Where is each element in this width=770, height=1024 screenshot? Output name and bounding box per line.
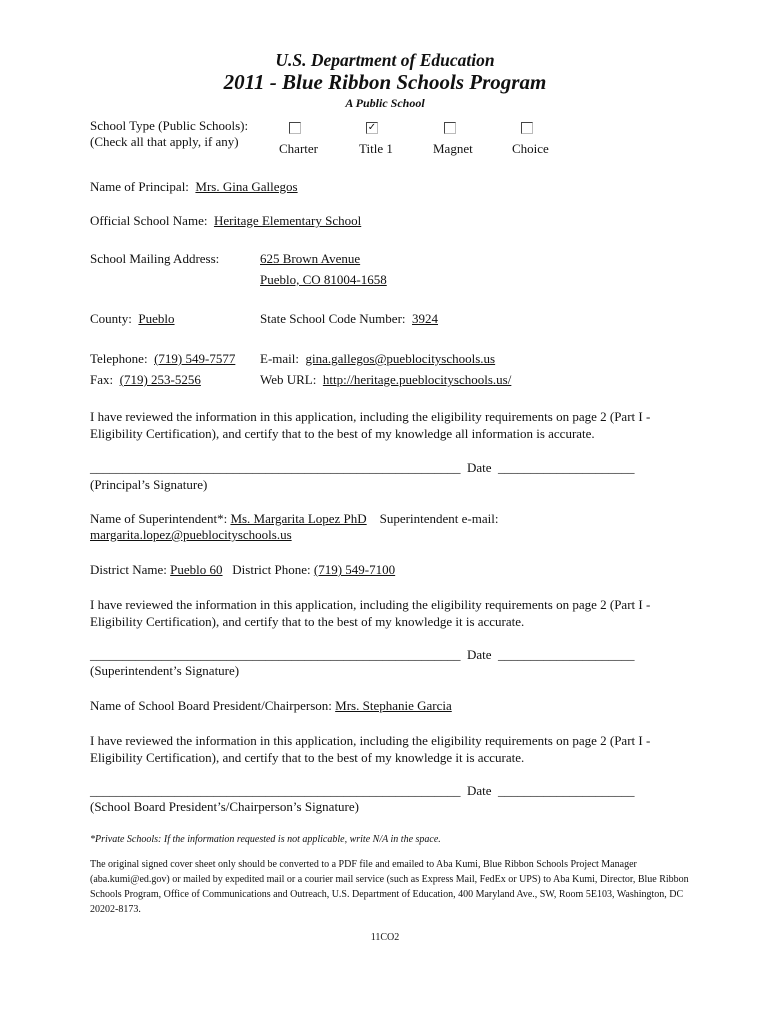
principal-field (90, 179, 298, 195)
fax-value: (719) 253-5256 (119, 372, 201, 387)
superintendent-email-label: Superintendent e-mail: (379, 511, 499, 526)
principal-date-line[interactable]: _____________________ (498, 460, 635, 475)
superintendent-email-value[interactable]: margarita.lopez@pueblocityschools.us (90, 527, 292, 542)
title1-label: Title 1 (359, 141, 393, 156)
header-school-type: A Public School (345, 96, 425, 110)
email-value[interactable]: gina.gallegos@pueblocityschools.us (305, 351, 496, 366)
state-code-label: State School Code Number: (260, 311, 406, 326)
superintendent-certification-text: I have reviewed the information in this application, including the eligibility requirements on page 2 (Part I - Eligibility Certification), and certify that to the best of my knowledge it is accurate. (90, 597, 651, 629)
superintendent-value: Ms. Margarita Lopez PhD (230, 511, 367, 526)
superintendent-signature-label: (Superintendent’s Signature) (90, 663, 240, 678)
telephone-label: Telephone: (90, 351, 148, 366)
board-signature-line[interactable]: _________________________________________________________ (90, 783, 461, 798)
mailing-address-line2: Pueblo, CO 81004-1658 (260, 272, 387, 287)
submission-instructions: The original signed cover sheet only should be converted to a PDF file and emailed to Aba Kumi, Blue Ribbon Schools Project Manager (aba.kumi@ed.gov) or mailed by expedited mail or a courier mail service (such as Express Mail, FedEx or UPS) to Aba Kumi, Director, Blue Ribbon Schools Program, Office of Communications and Outreach, U.S. Department of Education, 400 Maryland Ave., SW, Room 5E103, Washington, DC 20202-8173. (90, 859, 689, 915)
district-field (90, 562, 395, 578)
district-phone-value: (719) 549-7100 (313, 562, 396, 577)
state-code-field (260, 311, 438, 327)
magnet-label: Magnet (433, 141, 473, 156)
principal-certification-text: I have reviewed the information in this application, including the eligibility requirements on page 2 (Part I - Eligibility Certification), and certify that to the best of my knowledge all information is accurate. (90, 409, 651, 441)
board-signature-row (90, 783, 635, 799)
school-name-field (90, 213, 361, 229)
county-value: Pueblo (138, 311, 175, 326)
web-field (260, 372, 511, 388)
header-department: U.S. Department of Education (275, 50, 495, 70)
district-name-label: District Name: (90, 562, 167, 577)
web-value[interactable]: http://heritage.pueblocityschools.us/ (322, 372, 512, 387)
principal-value: Mrs. Gina Gallegos (195, 179, 298, 194)
charter-checkbox[interactable] (289, 122, 301, 134)
school-name-value: Heritage Elementary School (213, 213, 362, 228)
page-footer-code: 11CO2 (370, 932, 400, 943)
mailing-address-line1: 625 Brown Avenue (260, 251, 361, 266)
title1-checkbox[interactable]: ✓ (367, 122, 377, 133)
county-label: County: (90, 311, 132, 326)
telephone-field (90, 351, 235, 367)
superintendent-signature-row (90, 647, 635, 663)
board-signature-label: (School Board President’s/Chairperson’s Signature) (90, 799, 359, 814)
choice-label: Choice (512, 141, 549, 156)
county-field (90, 311, 175, 327)
state-code-value: 3924 (412, 311, 439, 326)
email-label: E-mail: (260, 351, 299, 366)
email-field (260, 351, 495, 367)
district-phone-label: District Phone: (232, 562, 311, 577)
principal-signature-label: (Principal’s Signature) (90, 477, 208, 492)
superintendent-field (90, 511, 498, 527)
fax-field (90, 372, 201, 388)
magnet-checkbox[interactable] (444, 122, 456, 134)
web-label: Web URL: (260, 372, 317, 387)
board-certification-text: I have reviewed the information in this application, including the eligibility requirements on page 2 (Part I - Eligibility Certification), and certify that to the best of my knowledge it is accurate. (90, 733, 651, 765)
choice-checkbox[interactable] (521, 122, 533, 134)
board-date-line[interactable]: _____________________ (498, 783, 635, 798)
superintendent-signature-line[interactable]: _________________________________________________________ (90, 647, 461, 662)
principal-date-label: Date (467, 460, 492, 475)
board-date-label: Date (467, 783, 492, 798)
header-program-title: 2011 - Blue Ribbon Schools Program (223, 70, 547, 94)
fax-label: Fax: (90, 372, 114, 387)
board-president-label: Name of School Board President/Chairperson: (90, 698, 332, 713)
district-name-value: Pueblo 60 (170, 562, 223, 577)
principal-signature-row (90, 460, 635, 476)
board-president-field (90, 698, 452, 714)
charter-label: Charter (279, 141, 318, 156)
school-name-label: Official School Name: (90, 213, 208, 228)
board-president-value: Mrs. Stephanie Garcia (335, 698, 452, 713)
private-schools-note: *Private Schools: If the information requested is not applicable, write N/A in the space. (90, 834, 441, 845)
superintendent-date-line[interactable]: _____________________ (498, 647, 635, 662)
telephone-value: (719) 549-7577 (154, 351, 236, 366)
principal-signature-line[interactable]: _________________________________________________________ (90, 460, 461, 475)
mailing-address-label: School Mailing Address: (90, 251, 220, 266)
school-type-hint: (Check all that apply, if any) (90, 134, 239, 149)
principal-label: Name of Principal: (90, 179, 189, 194)
school-type-label: School Type (Public Schools): (90, 118, 249, 133)
superintendent-label: Name of Superintendent*: (90, 511, 228, 526)
superintendent-date-label: Date (467, 647, 492, 662)
